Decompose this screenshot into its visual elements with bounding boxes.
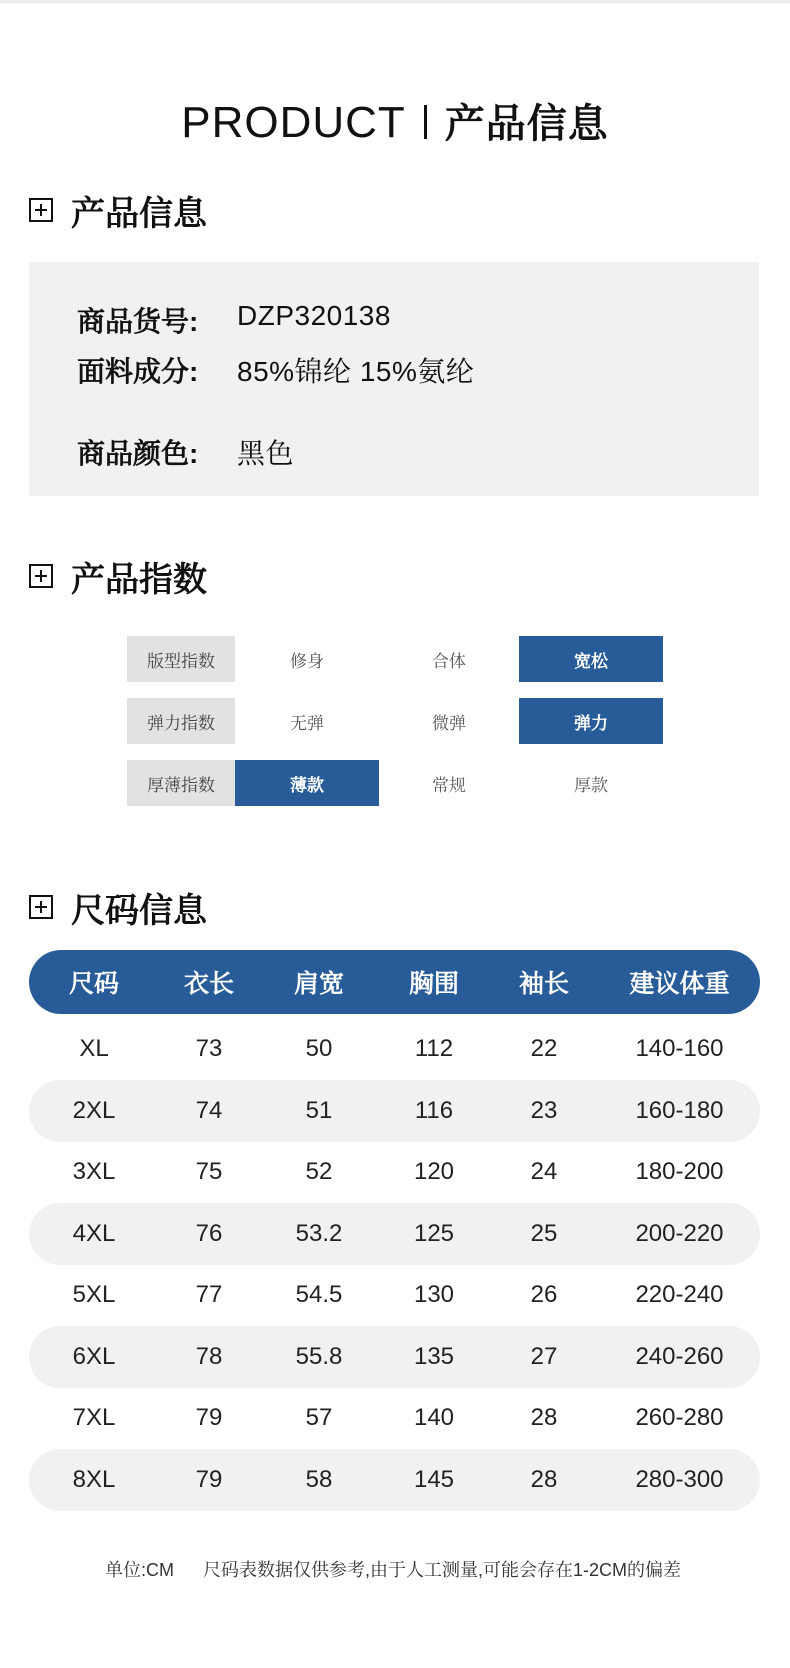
page-title	[0, 92, 790, 149]
index-row-fit	[127, 636, 667, 682]
index-option: 弹力	[519, 698, 663, 744]
table-cell: 280-300	[635, 1465, 724, 1493]
table-row	[29, 1141, 760, 1203]
table-row	[29, 1080, 760, 1142]
table-cell: XL	[79, 1035, 109, 1062]
index-option: 常规	[432, 775, 466, 795]
table-cell: 24	[530, 1158, 558, 1185]
section-header-info	[29, 190, 207, 233]
table-cell: 57	[305, 1404, 333, 1431]
table-row	[29, 1326, 760, 1388]
table-cell: 79	[195, 1404, 223, 1431]
product-info-panel	[29, 262, 759, 496]
table-cell: 52	[305, 1158, 333, 1185]
index-row-thickness	[127, 760, 667, 806]
index-label: 厚薄指数	[127, 760, 235, 806]
table-cell: 220-240	[635, 1281, 724, 1308]
table-cell: 4XL	[72, 1219, 116, 1247]
table-cell: 120	[413, 1158, 455, 1185]
section-header-index	[29, 556, 207, 599]
table-cell: 77	[195, 1281, 223, 1308]
unit-note: 单位:CM	[105, 1560, 174, 1580]
table-cell: 22	[530, 1035, 558, 1062]
index-row-elastic	[127, 698, 667, 744]
column-header: 肩宽	[293, 970, 344, 998]
index-option: 宽松	[519, 636, 663, 682]
index-option: 厚款	[574, 775, 608, 795]
plus-box-icon	[29, 895, 53, 919]
info-label: 面料成分:	[77, 356, 199, 387]
table-cell: 145	[413, 1465, 455, 1493]
size-table-header	[29, 950, 760, 1014]
title-separator	[424, 105, 427, 139]
info-value: 黑色	[237, 438, 295, 469]
table-cell: 79	[195, 1465, 223, 1493]
index-label: 弹力指数	[127, 698, 235, 744]
column-header: 建议体重	[629, 970, 730, 998]
table-row	[29, 1449, 760, 1511]
table-cell: 240-260	[635, 1342, 724, 1370]
table-cell: 3XL	[72, 1158, 116, 1185]
table-cell: 125	[413, 1219, 455, 1247]
table-row	[29, 1018, 760, 1080]
table-row	[29, 1264, 760, 1326]
table-cell: 135	[413, 1342, 455, 1370]
table-cell: 25	[530, 1219, 558, 1247]
section-title-info: 产品信息	[71, 194, 207, 233]
table-cell: 112	[414, 1035, 454, 1062]
measurement-note: 尺码表数据仅供参考,由于人工测量,可能会存在1-2CM的偏差	[203, 1560, 682, 1580]
plus-box-icon	[29, 564, 53, 588]
table-cell: 78	[195, 1342, 223, 1370]
table-cell: 58	[305, 1465, 333, 1493]
table-cell: 28	[530, 1465, 558, 1493]
table-cell: 260-280	[635, 1404, 724, 1431]
table-cell: 140-160	[635, 1035, 724, 1062]
table-cell: 23	[530, 1096, 558, 1124]
table-cell: 8XL	[72, 1465, 116, 1493]
table-cell: 130	[413, 1281, 455, 1308]
table-row	[29, 1387, 760, 1449]
table-cell: 51	[305, 1096, 333, 1124]
table-cell: 6XL	[72, 1342, 116, 1370]
info-label: 商品货号:	[77, 306, 199, 337]
table-cell: 2XL	[72, 1096, 116, 1124]
column-header: 胸围	[408, 970, 459, 998]
table-row	[29, 1203, 760, 1265]
table-cell: 27	[530, 1342, 558, 1370]
table-cell: 55.8	[295, 1342, 343, 1370]
info-value: 85%锦纶 15%氨纶	[237, 356, 475, 387]
page-title-en: PRODUCT	[181, 98, 406, 147]
index-option: 薄款	[235, 760, 379, 806]
plus-box-icon	[29, 198, 53, 222]
table-cell: 140	[413, 1404, 455, 1431]
section-header-size	[29, 887, 207, 930]
table-cell: 76	[195, 1219, 223, 1247]
column-header: 衣长	[183, 970, 234, 998]
column-header: 袖长	[518, 970, 569, 998]
info-row-fabric	[77, 350, 474, 390]
table-cell: 160-180	[635, 1096, 724, 1124]
table-cell: 26	[530, 1281, 558, 1308]
table-cell: 73	[195, 1035, 223, 1062]
index-option: 微弹	[432, 713, 466, 733]
index-option: 无弹	[290, 713, 324, 733]
table-cell: 116	[414, 1096, 454, 1124]
table-cell: 50	[305, 1035, 333, 1062]
top-divider	[0, 0, 790, 3]
info-row-color	[77, 432, 294, 472]
column-header: 尺码	[68, 970, 119, 998]
info-value: DZP320138	[237, 300, 391, 331]
section-title-size: 尺码信息	[71, 891, 207, 930]
table-cell: 75	[195, 1158, 223, 1185]
table-cell: 180-200	[635, 1158, 724, 1185]
table-cell: 200-220	[635, 1219, 724, 1247]
index-option: 合体	[432, 651, 466, 671]
table-cell: 28	[530, 1404, 558, 1431]
index-label: 版型指数	[127, 636, 235, 682]
table-cell: 7XL	[72, 1404, 116, 1431]
info-label: 商品颜色:	[77, 438, 199, 469]
section-title-index: 产品指数	[71, 560, 207, 599]
page-title-cn: 产品信息	[444, 102, 609, 146]
table-cell: 54.5	[295, 1281, 343, 1308]
table-cell: 53.2	[295, 1219, 343, 1247]
info-row-sku	[77, 300, 391, 340]
table-cell: 74	[195, 1096, 223, 1124]
index-option: 修身	[290, 651, 324, 671]
table-cell: 5XL	[72, 1281, 116, 1308]
